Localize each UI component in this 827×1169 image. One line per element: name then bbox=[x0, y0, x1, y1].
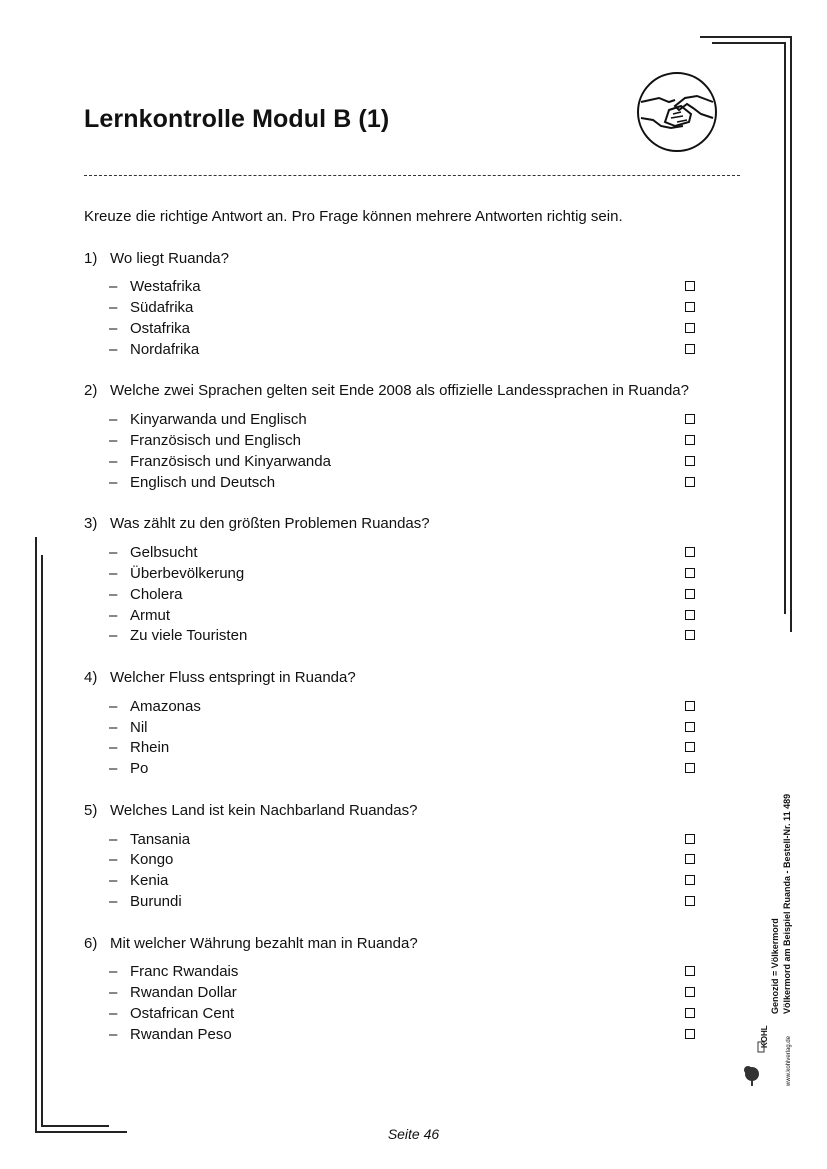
checkbox-icon[interactable] bbox=[685, 742, 695, 752]
answer-option: – Westafrika bbox=[109, 278, 201, 295]
checkbox-icon[interactable] bbox=[685, 875, 695, 885]
answer-option: – Tansania bbox=[109, 831, 191, 848]
question-3 bbox=[84, 515, 430, 532]
answer-option: – Rhein bbox=[109, 739, 170, 756]
answer-option: – Po bbox=[109, 760, 149, 777]
answer-option: – Kenia bbox=[109, 872, 169, 889]
checkbox-icon[interactable] bbox=[685, 1029, 695, 1039]
checkbox-icon[interactable] bbox=[685, 323, 695, 333]
answer-option: – Burundi bbox=[109, 893, 182, 910]
page-number: Seite 46 bbox=[387, 1126, 440, 1142]
answer-option: – Amazonas bbox=[109, 698, 201, 715]
answer-option: – Kinyarwanda und Englisch bbox=[109, 411, 307, 428]
checkbox-icon[interactable] bbox=[685, 966, 695, 976]
question-text: Was zählt zu den größten Problemen Ruandas? bbox=[110, 515, 430, 532]
question-text: Welches Land ist kein Nachbarland Ruandas? bbox=[110, 802, 418, 819]
question-text: Welche zwei Sprachen gelten seit Ende 2008 als offizielle Landessprachen in Ruanda? bbox=[110, 382, 689, 399]
question-number: 2) bbox=[84, 382, 98, 399]
answer-option: – Rwandan Peso bbox=[109, 1026, 232, 1043]
answer-option: – Nordafrika bbox=[109, 341, 200, 358]
publisher-name: KOHL bbox=[760, 1025, 769, 1048]
answer-option: – Englisch und Deutsch bbox=[109, 474, 276, 491]
question-number: 3) bbox=[84, 515, 98, 532]
frame-top-line-inner bbox=[712, 42, 786, 44]
checkbox-icon[interactable] bbox=[685, 722, 695, 732]
question-5 bbox=[84, 802, 417, 819]
checkbox-icon[interactable] bbox=[685, 414, 695, 424]
checkbox-icon[interactable] bbox=[685, 435, 695, 445]
question-2 bbox=[84, 382, 689, 399]
answer-option: – Kongo bbox=[109, 851, 174, 868]
frame-top-line-outer bbox=[700, 36, 792, 38]
checkbox-icon[interactable] bbox=[685, 281, 695, 291]
question-number: 1) bbox=[84, 250, 98, 267]
answer-option: – Südafrika bbox=[109, 299, 194, 316]
question-text: Mit welcher Währung bezahlt man in Ruanda? bbox=[110, 935, 418, 952]
answer-option: – Zu viele Touristen bbox=[109, 627, 248, 644]
frame-left-line-outer bbox=[35, 537, 37, 1133]
checkbox-icon[interactable] bbox=[685, 477, 695, 487]
answer-option: – Nil bbox=[109, 719, 148, 736]
checkbox-icon[interactable] bbox=[685, 834, 695, 844]
answer-option: – Ostafrican Cent bbox=[109, 1005, 235, 1022]
answer-option: – Gelbsucht bbox=[109, 544, 198, 561]
checkbox-icon[interactable] bbox=[685, 344, 695, 354]
answer-option: – Rwandan Dollar bbox=[109, 984, 237, 1001]
question-number: 5) bbox=[84, 802, 98, 819]
question-1 bbox=[84, 250, 229, 267]
answer-option: – Überbevölkerung bbox=[109, 565, 245, 582]
checkbox-icon[interactable] bbox=[685, 1008, 695, 1018]
checkbox-icon[interactable] bbox=[685, 630, 695, 640]
frame-right-line-inner bbox=[784, 42, 786, 614]
question-6 bbox=[84, 935, 418, 952]
frame-left-line-inner bbox=[41, 555, 43, 1127]
question-text: Wo liegt Ruanda? bbox=[110, 250, 229, 267]
checkbox-icon[interactable] bbox=[685, 568, 695, 578]
publisher-website: www.kohlverlag.de bbox=[786, 1035, 792, 1086]
question-number: 4) bbox=[84, 669, 98, 686]
separator-dashed-line bbox=[84, 175, 740, 176]
checkbox-icon[interactable] bbox=[685, 701, 695, 711]
checkbox-icon[interactable] bbox=[685, 896, 695, 906]
side-text-title-order: Völkermord am Beispiel Ruanda - Bestell-Nr. 11 489 bbox=[782, 793, 792, 1014]
checkbox-icon[interactable] bbox=[685, 763, 695, 773]
checkbox-icon[interactable] bbox=[685, 610, 695, 620]
checkbox-icon[interactable] bbox=[685, 987, 695, 997]
tree-logo-icon bbox=[742, 1040, 772, 1088]
answer-option: – Armut bbox=[109, 607, 171, 624]
answer-option: – Französisch und Englisch bbox=[109, 432, 301, 449]
answer-option: – Franc Rwandais bbox=[109, 963, 239, 980]
checkbox-icon[interactable] bbox=[685, 302, 695, 312]
checkbox-icon[interactable] bbox=[685, 547, 695, 557]
handshake-icon bbox=[635, 70, 719, 154]
page-title: Lernkontrolle Modul B (1) bbox=[84, 105, 390, 133]
question-number: 6) bbox=[84, 935, 98, 952]
checkbox-icon[interactable] bbox=[685, 456, 695, 466]
checkbox-icon[interactable] bbox=[685, 854, 695, 864]
instructions: Kreuze die richtige Antwort an. Pro Frage können mehrere Antworten richtig sein. bbox=[84, 208, 623, 225]
answer-option: – Französisch und Kinyarwanda bbox=[109, 453, 331, 470]
frame-right-line-outer bbox=[790, 36, 792, 632]
question-4 bbox=[84, 669, 356, 686]
answer-option: – Ostafrika bbox=[109, 320, 191, 337]
question-text: Welcher Fluss entspringt in Ruanda? bbox=[110, 669, 356, 686]
side-text-subject: Genozid = Völkermord bbox=[770, 918, 780, 1014]
answer-option: – Cholera bbox=[109, 586, 183, 603]
checkbox-icon[interactable] bbox=[685, 589, 695, 599]
